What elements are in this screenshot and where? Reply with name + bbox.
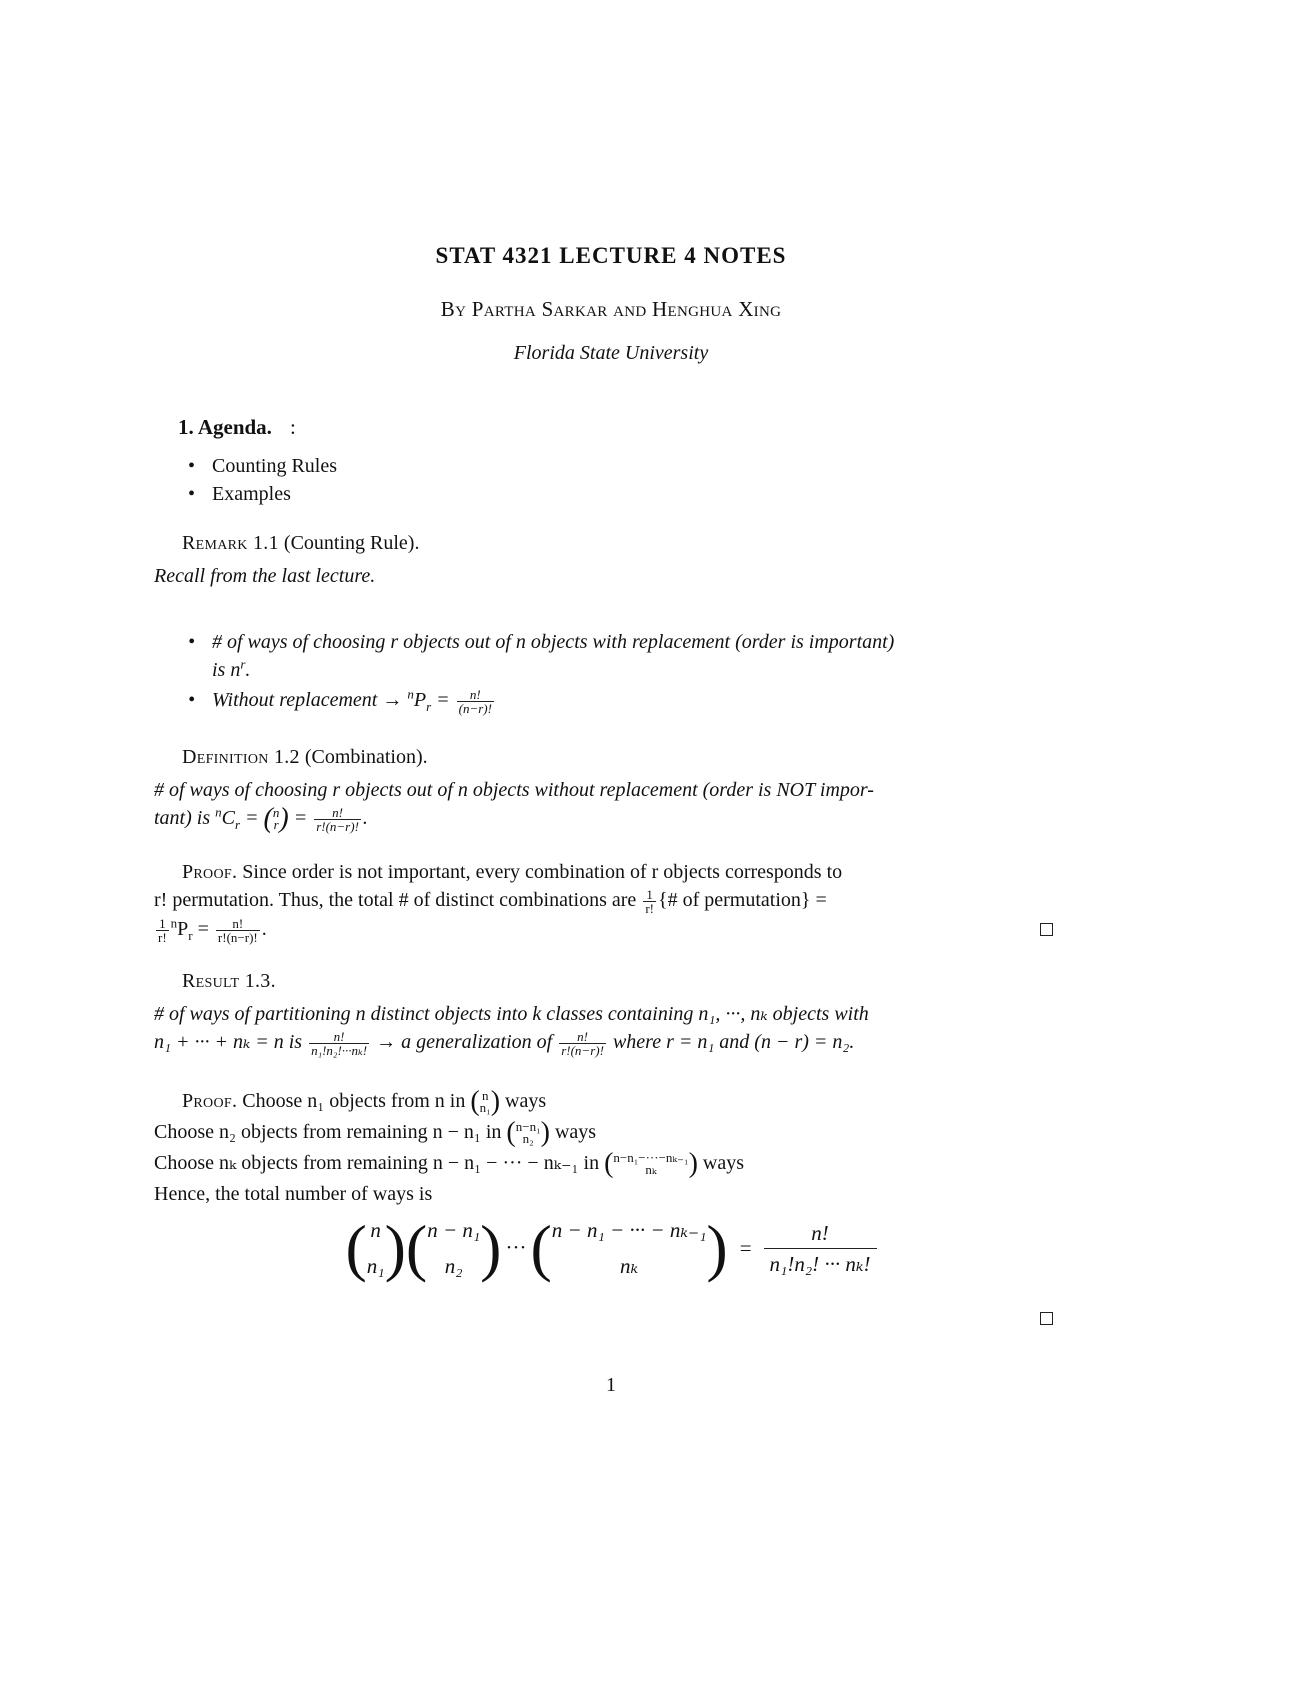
definition-line2: tant) is <box>154 807 216 829</box>
agenda-list <box>178 452 337 508</box>
author-line: By Partha Sarkar and Henghua Xing <box>440 297 782 321</box>
section-heading-agenda <box>178 415 296 440</box>
binomial: ( n − n₁ n₂ ) <box>405 1212 502 1283</box>
perm-symbol: P <box>413 689 427 711</box>
list-item: • Counting Rules <box>178 452 337 480</box>
fraction: $\frac{1}{r!}$ <box>158 915 167 945</box>
remark-item1-end: is n <box>212 659 241 681</box>
list-item: • # of ways of choosing r objects out of n objects with replacement (order is important) is $n^r$. <box>178 628 1058 684</box>
result-line2: n₁ + ··· + nₖ = n is <box>154 1031 308 1053</box>
proof-label: Proof. <box>182 861 238 883</box>
qed-symbol <box>1040 923 1053 936</box>
remark-item1-text: # of ways of choosing r objects out of n objects with replacement (order is important) <box>212 631 895 653</box>
qed-symbol <box>1040 1312 1053 1325</box>
list-item: • Examples <box>178 480 337 508</box>
result-label: Result 1.3. <box>182 970 276 992</box>
definition-line1: # of ways of choosing r objects out of n objects without replacement (order is NOT impor- <box>154 779 874 801</box>
binomial: ( n n₁ ) <box>470 1086 501 1118</box>
result-line1: # of ways of partitioning n distinct objects into k classes containing n₁, ···, nₖ objects with <box>154 1003 869 1025</box>
fraction: $\frac{n!}{(n-r)!}$ <box>458 686 492 716</box>
fraction: $\frac{n!}{\text{n₁!n₂! ··· nₖ!}}$ <box>764 1218 877 1279</box>
section-heading-colon: : <box>289 415 296 439</box>
remark-item1-exponent: r <box>240 656 246 672</box>
proof-1-line2-end: {# of permutation} = <box>657 889 827 911</box>
definition-header <box>182 746 428 769</box>
proof-1-line2: r! permutation. Thus, the total # of distinct combinations are <box>154 889 642 911</box>
fraction: $\frac{n!}{r!(n-r)!}$ <box>217 915 258 945</box>
proof-1: Proof. Since order is not important, every combination of r objects corresponds to r! permutation. Thus, the total # of distinct combinations are $\frac{1}{r!}$ {# of permutation} = $\frac{1}{r!}$ $^nP_r$ = $\frac{n!}{r!(n-r)!}$ . <box>154 861 843 945</box>
document-title: STAT 4321 LECTURE 4 NOTES <box>435 243 787 268</box>
definition-body: # of ways of choosing r objects out of n objects without replacement (order is NOT impor- tant) is $^nC_r$ = ( n r ) = $\frac{n!}{r!(n-r)!}$ . <box>154 779 874 835</box>
affiliation: Florida State University <box>513 342 709 364</box>
fraction: $\frac{1}{r!}$ <box>645 886 654 916</box>
remark-intro: Recall from the last lecture. <box>154 565 376 587</box>
display-equation: ( n n₁ )( n − n₁ n₂ ) ··· ( n − n₁ − ··· − nₖ₋₁ nₖ ) = $\frac{n!}{\text{n₁!n₂! ··· nₖ!}}$ <box>0 1212 1222 1284</box>
binomial: ( n−n₁ n₂ ) <box>506 1117 550 1149</box>
fraction: $\frac{n!}{r!(n-r)!}$ <box>316 804 359 834</box>
binomial: ( n n₁ ) <box>345 1212 406 1283</box>
page-number: 1 <box>606 1374 616 1396</box>
fraction: $\frac{n!}{\text{n₁!n₂!···nₖ!}}$ <box>311 1028 368 1058</box>
remark-name: (Counting Rule). <box>283 532 420 554</box>
result-body: # of ways of partitioning n distinct objects into k classes containing n₁, ···, nₖ objects with n₁ + ··· + nₖ = n is $\frac{n!}{\text{n₁!n₂!···nₖ!}}$ → a generalization of $\frac{n!}{r!(n-r)!}$ where r = n₁ and (n − r) = n₂. <box>154 1003 869 1058</box>
proof-1-line1: Since order is not important, every combination of r objects corresponds to <box>242 861 843 883</box>
definition-name: (Combination). <box>304 746 428 768</box>
list-item: • Without replacement → $^nP_r$ = $\frac{n!}{(n-r)!}$ <box>178 686 1058 715</box>
remark-list <box>178 628 1058 715</box>
section-heading-text: 1. Agenda. <box>178 415 272 439</box>
binomial: ( n−n₁−···−nₖ₋₁ nₖ ) <box>604 1148 698 1180</box>
definition-label: Definition 1.2 <box>182 746 300 768</box>
remark-header <box>182 532 419 555</box>
remark-item2-text: Without replacement → <box>212 689 408 711</box>
proof-label: Proof. <box>182 1090 238 1112</box>
binomial: ( n − n₁ − ··· − nₖ₋₁ nₖ ) <box>530 1212 728 1283</box>
binomial: ( n r ) <box>263 803 289 835</box>
remark-label: Remark 1.1 <box>182 532 279 554</box>
proof-2: Proof. Choose n₁ objects from n in ( n n₁ ) ways Choose n₂ objects from remaining n − n₁ in ( n−n₁ n₂ ) ways Choose nₖ objects from remaining n − n₁ − ··· − nₖ₋₁ in ( n−n₁−···−nₖ₋₁ nₖ ) ways Hence, the total number of ways is <box>154 1086 744 1205</box>
fraction: $\frac{n!}{r!(n-r)!}$ <box>561 1028 604 1058</box>
